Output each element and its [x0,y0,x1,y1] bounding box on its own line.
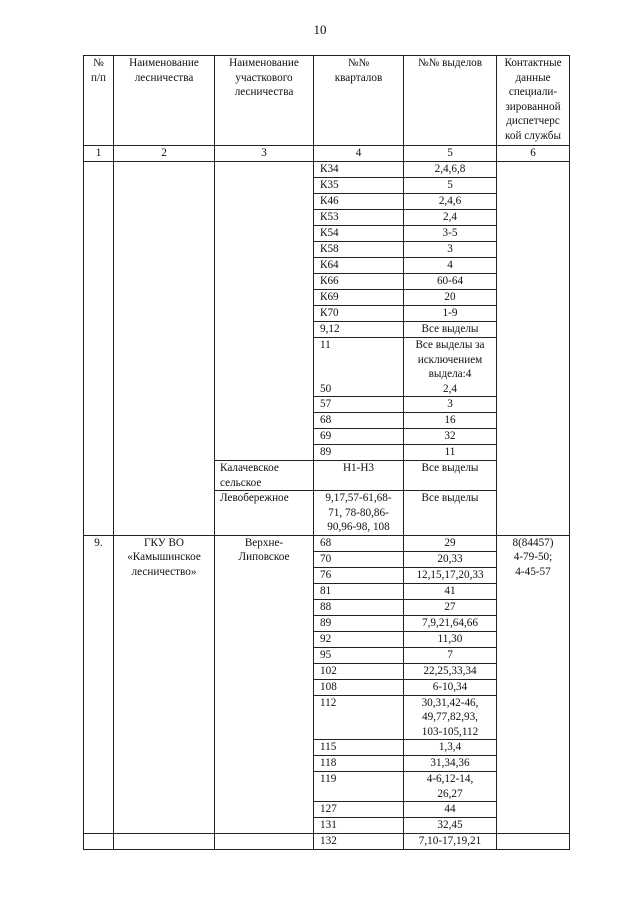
row-number-cell [84,162,114,536]
forestry-cell [114,162,215,536]
quarter-cell: 127 [314,802,404,818]
header-forestry: Наименование лесничества [114,56,215,146]
allotment-cell: 22,25,33,34 [404,663,497,679]
quarter-cell: К34 [314,162,404,178]
quarter-cell: 108 [314,679,404,695]
quarter-cell: 9,17,57-61,68- 71, 78-80,86- 90,96-98, 108 [314,491,404,536]
column-number: 2 [114,146,215,162]
allotment-cell: Все выделы за исключением выдела:4 2,4 [404,338,497,397]
allotment-cell: 7,9,21,64,66 [404,615,497,631]
quarter-cell: К53 [314,210,404,226]
allotment-cell: 3-5 [404,226,497,242]
table-row [84,535,570,551]
quarter-cell: 70 [314,551,404,567]
allotment-cell: 32,45 [404,818,497,834]
column-number: 3 [215,146,314,162]
quarter-cell: 9,12 [314,322,404,338]
allotment-cell: 11 [404,445,497,461]
district-cell [215,834,314,850]
header-district: Наименование участкового лесничества [215,56,314,146]
quarter-cell: 89 [314,445,404,461]
allotment-cell: 1,3,4 [404,740,497,756]
allotment-cell: 7,10-17,19,21 [404,834,497,850]
quarter-cell: К69 [314,290,404,306]
allotment-cell: Все выделы [404,491,497,536]
quarter-cell: 89 [314,615,404,631]
quarter-cell: 102 [314,663,404,679]
quarter-cell: 95 [314,647,404,663]
quarter-cell: 131 [314,818,404,834]
quarter-cell: 112 [314,695,404,740]
district-cell [215,162,314,461]
forestry-name: ГКУ ВО «Камышинское лесничество» [114,535,215,834]
row-number-cell [84,834,114,850]
header-quarters: №№ кварталов [314,56,404,146]
quarter-cell: 88 [314,599,404,615]
column-number: 4 [314,146,404,162]
allotment-cell: 1-9 [404,306,497,322]
allotment-cell: 3 [404,397,497,413]
quarter-cell: К35 [314,178,404,194]
allotment-cell: 31,34,36 [404,756,497,772]
allotment-cell: 41 [404,583,497,599]
allotment-cell: 2,4,6 [404,194,497,210]
column-number: 6 [497,146,570,162]
district-levoberezhnoe: Левобережное [215,491,314,536]
district-name: Верхне- Липовское [215,535,314,834]
column-number-row [84,146,570,162]
quarter-cell: К54 [314,226,404,242]
header-row [84,56,570,146]
allotment-cell: 27 [404,599,497,615]
quarter-cell: 68 [314,413,404,429]
allotment-cell: 2,4,6,8 [404,162,497,178]
allotment-cell: 32 [404,429,497,445]
quarter-cell: К66 [314,274,404,290]
district-kalachevskoe: Калачевское сельское [215,461,314,491]
quarter-cell: 115 [314,740,404,756]
quarter-cell: Н1-Н3 [314,461,404,491]
allotment-cell: 6-10,34 [404,679,497,695]
quarter-cell: 92 [314,631,404,647]
allotment-cell: 30,31,42-46, 49,77,82,93, 103-105,112 [404,695,497,740]
allotment-cell: 60-64 [404,274,497,290]
quarter-cell: К58 [314,242,404,258]
allotment-cell: 7 [404,647,497,663]
allotment-cell: 11,30 [404,631,497,647]
quarter-cell: 69 [314,429,404,445]
allotment-cell: 20,33 [404,551,497,567]
quarter-cell: 11 50 [314,338,404,397]
allotment-cell: 5 [404,178,497,194]
contact-cell [497,162,570,536]
table-row [84,834,570,850]
quarter-cell: 76 [314,567,404,583]
allotment-cell: 4-6,12-14, 26,27 [404,772,497,802]
quarter-cell: 81 [314,583,404,599]
allotment-cell: 12,15,17,20,33 [404,567,497,583]
row-number: 9. [84,535,114,834]
allotment-cell: 16 [404,413,497,429]
table-row [84,162,570,178]
contact-cell [497,834,570,850]
allotment-cell: 20 [404,290,497,306]
header-allotments: №№ выделов [404,56,497,146]
quarter-cell: К64 [314,258,404,274]
allotment-cell: 2,4 [404,210,497,226]
allotment-cell: 3 [404,242,497,258]
column-number: 5 [404,146,497,162]
quarter-cell: К46 [314,194,404,210]
header-num: № п/п [84,56,114,146]
allotment-cell: 4 [404,258,497,274]
page-number: 10 [313,22,327,37]
quarter-cell: К70 [314,306,404,322]
quarter-cell: 132 [314,834,404,850]
allotment-cell: Все выделы [404,322,497,338]
quarter-cell: 68 [314,535,404,551]
column-number: 1 [84,146,114,162]
allotment-cell: 44 [404,802,497,818]
contact-info: 8(84457) 4-79-50; 4-45-57 [497,535,570,834]
forestry-table [83,55,570,850]
quarter-cell: 119 [314,772,404,802]
header-contacts: Контактные данные специали- зированной диспетчерс кой службы [497,56,570,146]
forestry-cell [114,834,215,850]
quarter-cell: 118 [314,756,404,772]
allotment-cell: Все выделы [404,461,497,491]
allotment-cell: 29 [404,535,497,551]
quarter-cell: 57 [314,397,404,413]
